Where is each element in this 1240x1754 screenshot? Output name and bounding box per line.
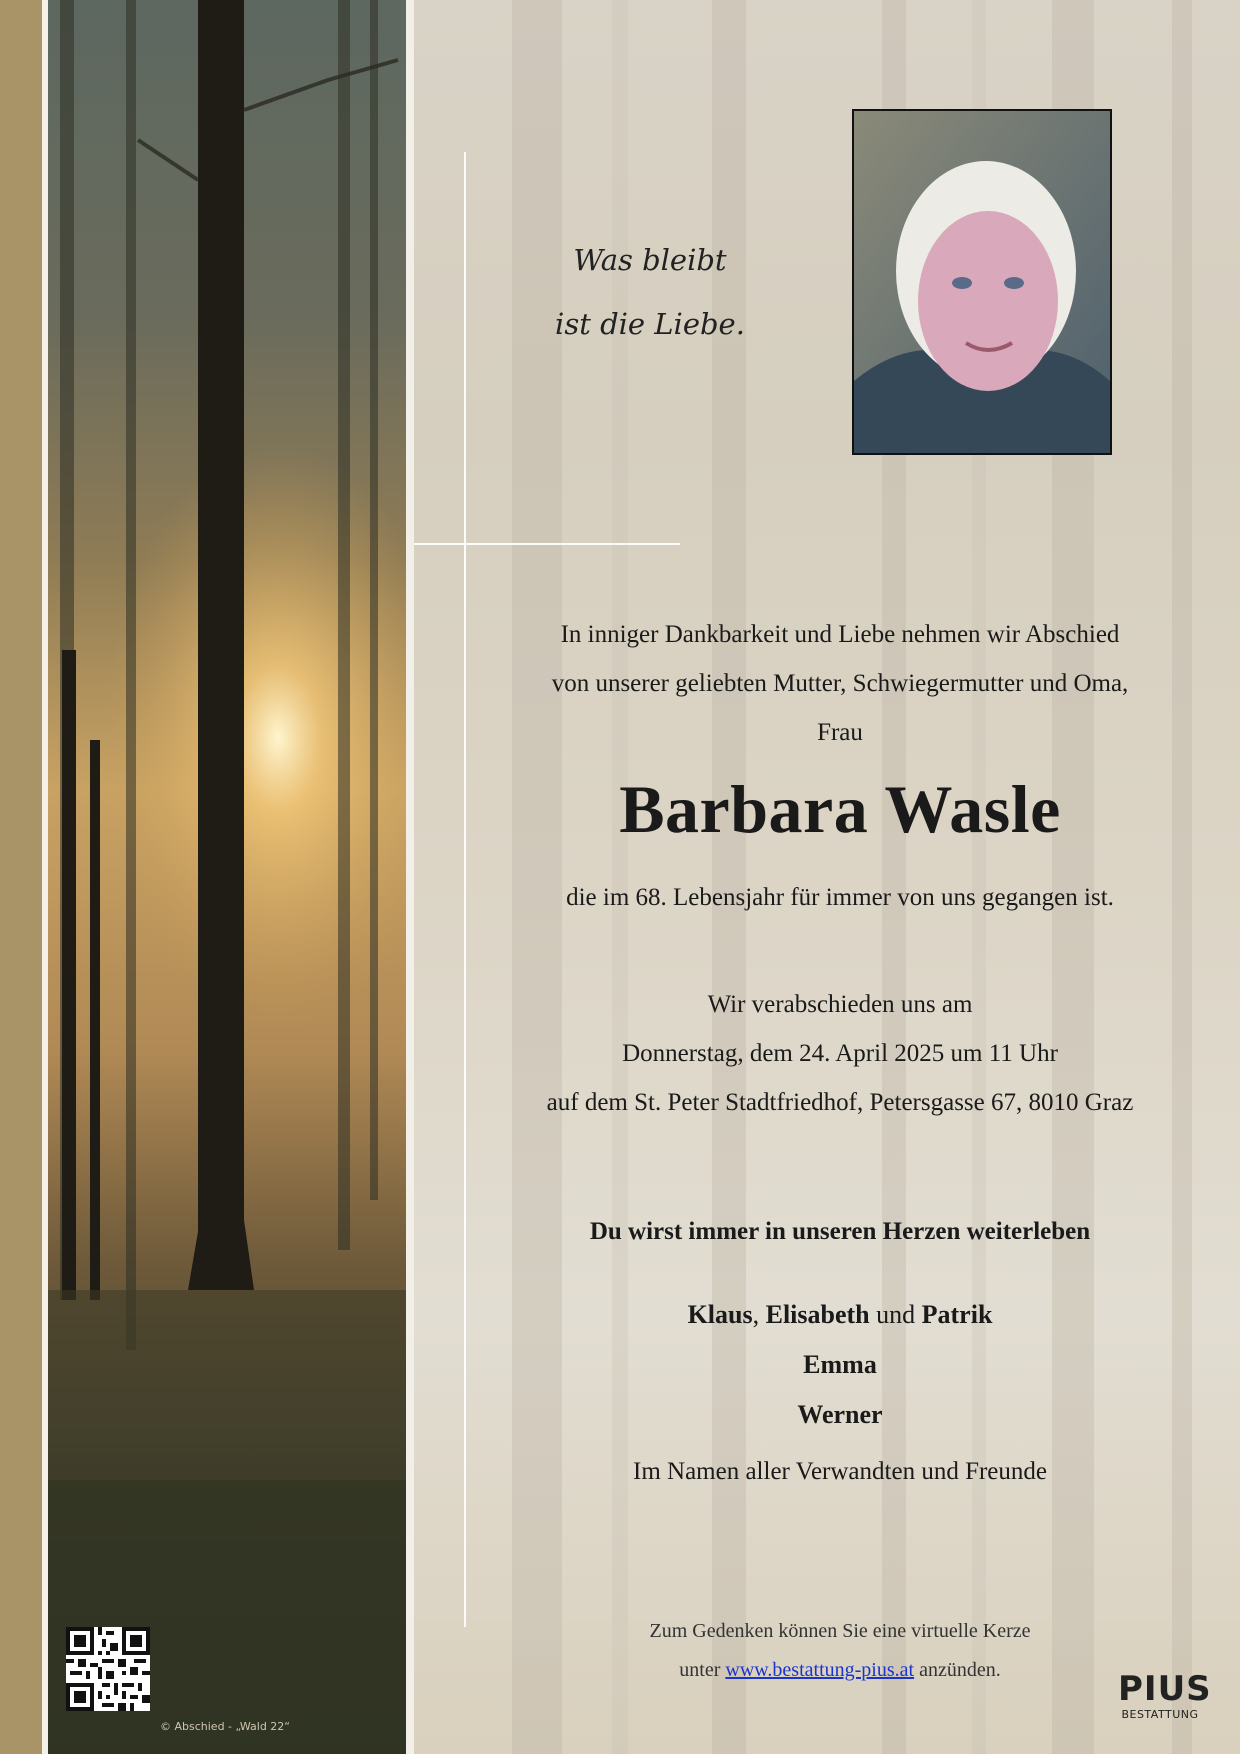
mourner-name: Klaus (687, 1300, 753, 1329)
mourner-separator: , (752, 1300, 766, 1329)
mourners-row-3 (490, 1390, 1190, 1440)
ceremony-line-2: Donnerstag, dem 24. April 2025 um 11 Uhr (622, 1040, 1058, 1067)
portrait-photo (852, 109, 1112, 455)
divider-strip-right (406, 0, 414, 1754)
candle-line-1: Zum Gedenken können Sie eine virtuelle Kerze (649, 1620, 1031, 1642)
ceremony-line-3: auf dem St. Peter Stadtfriedhof, Petersgasse 67, 8010 Graz (546, 1089, 1134, 1116)
mourners-row-2 (490, 1340, 1190, 1390)
intro-line-2: von unserer geliebten Mutter, Schwiegermutter und Oma, (551, 670, 1129, 697)
mourner-name: Werner (797, 1400, 883, 1429)
motto-line-2: ist die Liebe. (555, 307, 745, 341)
candle-suffix: anzünden. (914, 1659, 1001, 1681)
candle-line-2 (490, 1651, 1190, 1690)
pius-logo (1118, 1669, 1212, 1721)
intro-line-3: Frau (817, 719, 863, 746)
logo-main: PIUS (1118, 1669, 1212, 1709)
mourners-row-1 (490, 1290, 1190, 1340)
deceased-name: Barbara Wasle (619, 771, 1061, 847)
image-credit: © Abschied - „Wald 22“ (160, 1720, 291, 1733)
vertical-rule (464, 152, 466, 1627)
website-link[interactable]: www.bestattung-pius.at (725, 1659, 915, 1681)
motto (520, 228, 780, 356)
virtual-candle-note (490, 1612, 1190, 1690)
logo-sub: BESTATTUNG (1121, 1708, 1199, 1721)
ceremony-details (490, 980, 1190, 1127)
mourner-name: Patrik (921, 1300, 993, 1329)
forest-sunrise-image (48, 0, 406, 1754)
mourner-name: Elisabeth (765, 1300, 870, 1329)
ceremony-line-1: Wir verabschieden uns am (707, 991, 973, 1018)
mourners-list (490, 1290, 1190, 1440)
mourner-separator: und (869, 1300, 922, 1329)
candle-prefix: unter (679, 1659, 726, 1681)
intro-line-1: In inniger Dankbarkeit und Liebe nehmen wir Abschied (560, 621, 1120, 648)
mourner-name: Emma (803, 1350, 877, 1379)
qr-code[interactable] (66, 1627, 150, 1711)
remembrance-line: Du wirst immer in unseren Herzen weiterleben (589, 1218, 1091, 1245)
motto-line-1: Was bleibt (573, 243, 727, 277)
intro-text (490, 610, 1190, 757)
relatives-line: Im Namen aller Verwandten und Freunde (633, 1458, 1047, 1485)
age-line: die im 68. Lebensjahr für immer von uns gegangen ist. (566, 884, 1114, 911)
horizontal-rule (414, 543, 680, 545)
gold-side-bar (0, 0, 42, 1754)
